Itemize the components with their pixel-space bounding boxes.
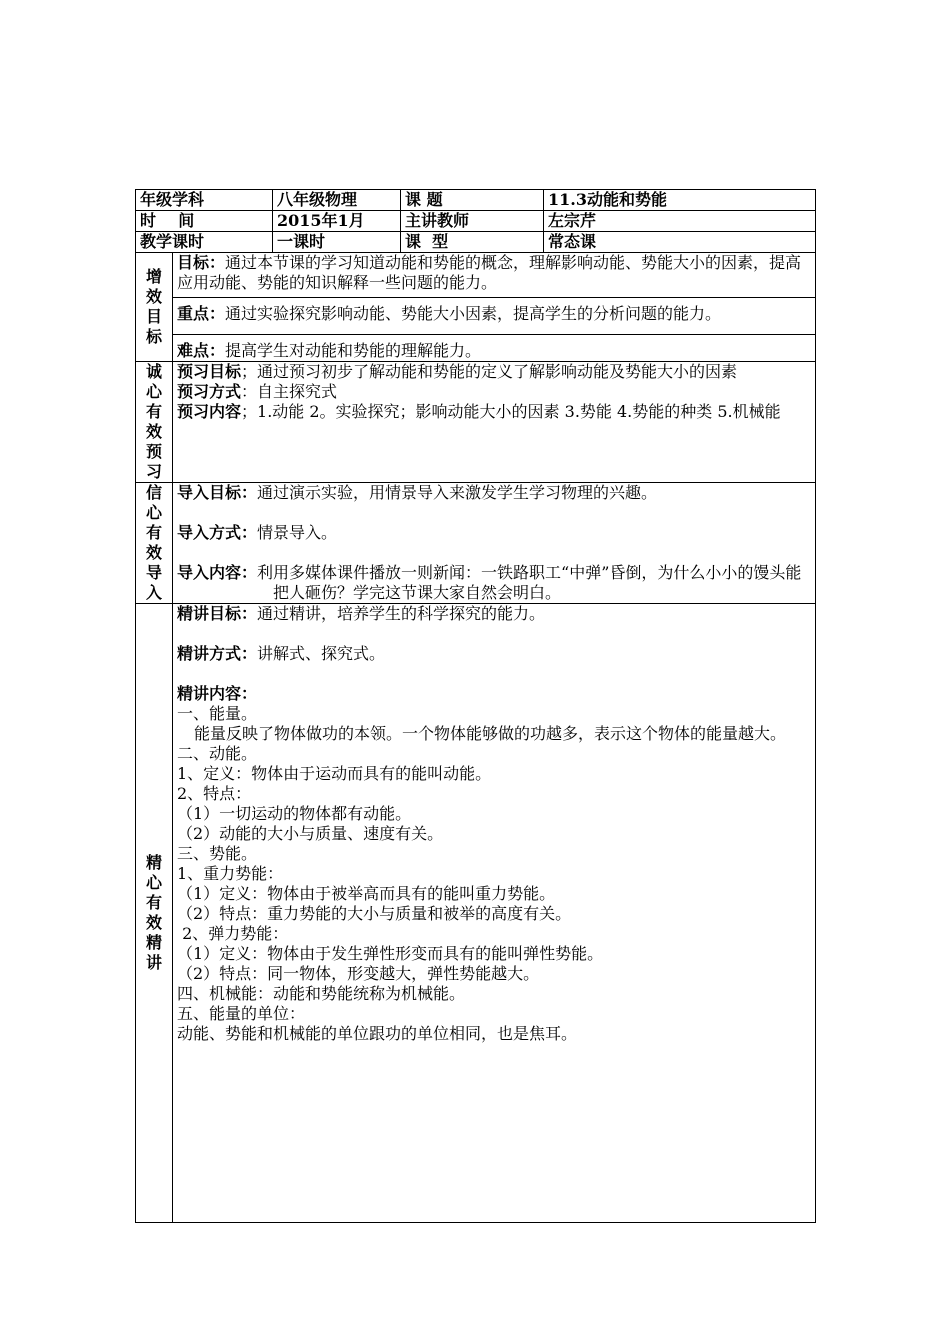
time-value: 2015年1月 xyxy=(273,211,401,232)
goal-cell xyxy=(173,253,816,298)
lecture-line: 五、能量的单位： xyxy=(177,1004,306,1023)
lecture-line: 1、重力势能： xyxy=(177,864,284,883)
intro-cell xyxy=(173,483,816,604)
lecture-line: （2）特点：同一物体，形变越大，弹性势能越大。 xyxy=(177,964,540,983)
key-point-cell xyxy=(173,298,816,335)
lecture-line: （1）定义：物体由于被举高而具有的能叫重力势能。 xyxy=(177,884,556,903)
section-lecture-row xyxy=(136,604,816,1223)
lecture-line: （1）定义：物体由于发生弹性形变而具有的能叫弹性势能。 xyxy=(177,944,604,963)
section-goals-row-1 xyxy=(136,253,816,298)
teacher-value: 左宗芹 xyxy=(544,211,816,232)
lecture-line: 三、势能。 xyxy=(177,844,258,863)
lesson-plan-table xyxy=(135,189,816,1223)
topic-label: 课 题 xyxy=(401,190,544,211)
difficulty-cell xyxy=(173,335,816,362)
section-preview-row xyxy=(136,362,816,483)
lecture-line: 动能、势能和机械能的单位跟功的单位相同，也是焦耳。 xyxy=(177,1024,578,1043)
header-row-period xyxy=(136,232,816,253)
section-goals-row-3 xyxy=(136,335,816,362)
lecture-line: 能量反映了物体做功的本领。一个物体能够做的功越多，表示这个物体的能量越大。 xyxy=(194,724,787,743)
section-preview-side-label: 诚 心 有 效 预 习 xyxy=(136,362,173,483)
lecture-content-label: 精讲内容： xyxy=(177,684,258,703)
lecture-cell xyxy=(173,604,816,1223)
grade-subject-label: 年级学科 xyxy=(136,190,273,211)
section-intro-side-label: 信 心 有 效 导 入 xyxy=(136,483,173,604)
lecture-line: 2、弹力势能： xyxy=(177,924,289,943)
teacher-label: 主讲教师 xyxy=(401,211,544,232)
lecture-method: 精讲方式：讲解式、探究式。 xyxy=(177,644,386,663)
header-row-time xyxy=(136,211,816,232)
section-goals-side-label: 增 效 目 标 xyxy=(136,253,173,362)
lesson-type-label: 课 型 xyxy=(401,232,544,253)
periods-label: 教学课时 xyxy=(136,232,273,253)
section-lecture-side-label: 精 心 有 效 精 讲 xyxy=(136,604,173,1223)
topic-value: 11.3动能和势能 xyxy=(544,190,816,211)
preview-content: 预习内容；1.动能 2。实验探究；影响动能大小的因素 3.势能 4.势能的种类 5.机械能 xyxy=(177,402,781,421)
periods-value: 一课时 xyxy=(273,232,401,253)
lecture-goal: 精讲目标：通过精讲，培养学生的科学探究的能力。 xyxy=(177,604,546,623)
difficulty-label: 难点： xyxy=(177,341,226,360)
lecture-line: 一、能量。 xyxy=(177,704,258,723)
section-intro-row xyxy=(136,483,816,604)
intro-method: 导入方式：情景导入。 xyxy=(177,523,338,542)
lecture-line: 二、动能。 xyxy=(177,744,258,763)
key-point-text: 通过实验探究影响动能、势能大小因素，提高学生的分析问题的能力。 xyxy=(225,304,722,323)
preview-method: 预习方式：自主探究式 xyxy=(177,382,338,401)
grade-subject-value: 八年级物理 xyxy=(273,190,401,211)
goal-label: 目标： xyxy=(177,253,226,272)
intro-content: 导入内容：利用多媒体课件播放一则新闻：一铁路职工“中弹”昏倒，为什么小小的馒头能把人砸伤？学完这节课大家自然会明白。 xyxy=(177,563,802,602)
lecture-line: 2、特点： xyxy=(177,784,252,803)
key-point-label: 重点： xyxy=(177,304,226,323)
goal-text: 通过本节课的学习知道动能和势能的概念，理解影响动能、势能大小的因素，提高应用动能、势能的知识解释一些问题的能力。 xyxy=(177,253,802,292)
lecture-line: （2）特点：重力势能的大小与质量和被举的高度有关。 xyxy=(177,904,572,923)
lecture-line: （2）动能的大小与质量、速度有关。 xyxy=(177,824,444,843)
lecture-line: 1、定义：物体由于运动而具有的能叫动能。 xyxy=(177,764,492,783)
difficulty-text: 提高学生对动能和势能的理解能力。 xyxy=(225,341,482,360)
header-row-subject xyxy=(136,190,816,211)
intro-goal: 导入目标：通过演示实验，用情景导入来激发学生学习物理的兴趣。 xyxy=(177,483,658,502)
preview-goal: 预习目标；通过预习初步了解动能和势能的定义了解影响动能及势能大小的因素 xyxy=(177,362,738,381)
lesson-type-value: 常态课 xyxy=(544,232,816,253)
lecture-line: 四、机械能：动能和势能统称为机械能。 xyxy=(177,984,466,1003)
time-label: 时 间 xyxy=(136,211,273,232)
preview-cell xyxy=(173,362,816,483)
lecture-line: （1）一切运动的物体都有动能。 xyxy=(177,804,412,823)
section-goals-row-2 xyxy=(136,298,816,335)
